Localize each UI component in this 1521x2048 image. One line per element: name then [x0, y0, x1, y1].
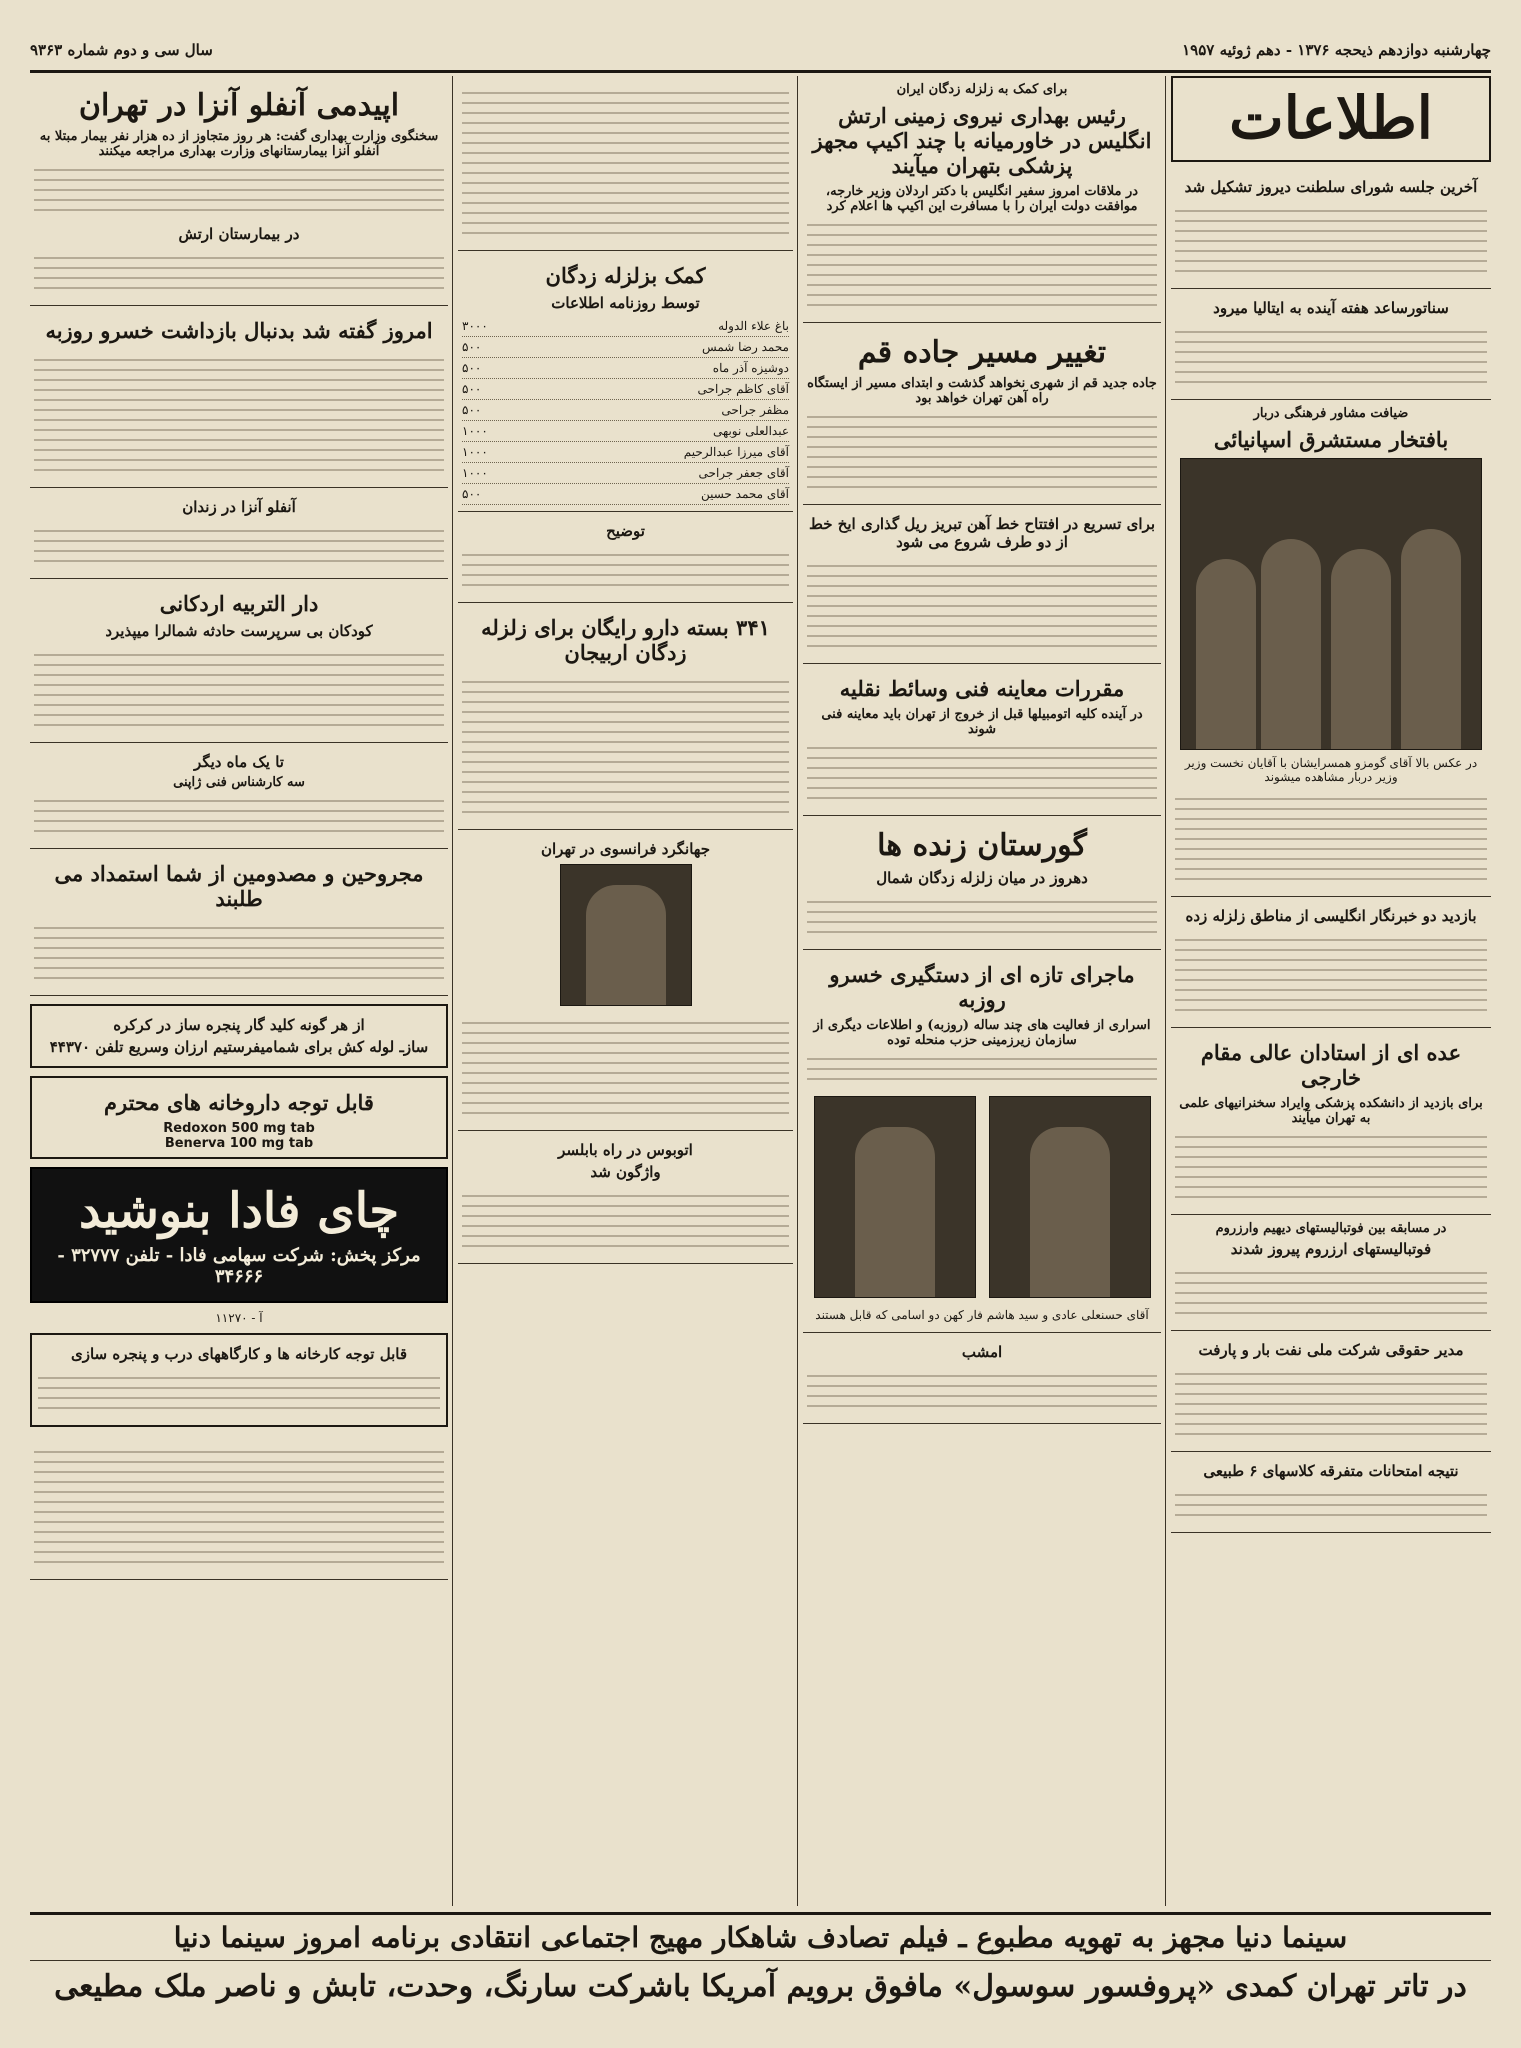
article-arrest	[803, 950, 1161, 1333]
headline-quake-aid: کمک بزلزله زدگان	[545, 263, 706, 288]
article-text	[34, 520, 444, 572]
article-khosrow	[30, 306, 448, 488]
ledger-row	[462, 484, 789, 505]
headline-army: در بیمارستان ارتش	[178, 225, 300, 243]
ledger-row	[462, 379, 789, 400]
column-2	[803, 76, 1161, 1906]
headline-rail: برای تسریع در افتتاح خط آهن تبریز ریل گذاری ایخ خط از دو طرف شروع می شود	[808, 515, 1156, 551]
headline-council: آخرین جلسه شورای سلطنت دیروز تشکیل شد	[1184, 178, 1478, 196]
ledger-row	[462, 337, 789, 358]
ledger-amount: ۵۰۰	[462, 487, 482, 501]
ledger-row	[462, 400, 789, 421]
article-text	[807, 737, 1157, 809]
article-football	[1171, 1215, 1491, 1331]
headline-cemetery: گورستان زنده ها	[877, 828, 1087, 863]
article-text	[462, 544, 789, 596]
subhead-arrest: اسراری از فعالیت های چند ساله (روزبه) و اطلاعات دیگری از سازمان زیرزمینی حزب منحله توده	[813, 1018, 1151, 1048]
article-quake-aid	[458, 251, 793, 512]
column-3	[458, 76, 793, 1906]
ledger-row	[462, 463, 789, 484]
subhead-cemetery: دهروز در میان زلزله زدگان شمال	[876, 869, 1088, 887]
article-dar	[30, 579, 448, 743]
article-drugs	[458, 603, 793, 830]
column-rule	[452, 76, 453, 1906]
footer-cinema: سینما دنیا مجهز به تهویه مطبوع ـ فیلم تصادف شاهکار مهیج اجتماعی انتقادی برنامه امروز سینما دنیا	[30, 1915, 1491, 1961]
article-text	[1175, 321, 1487, 393]
kicker-banquet: ضیافت مشاور فرهنگی دربار	[1253, 406, 1409, 421]
headline-honor: عده ای از استادان عالی مقام خارجی	[1200, 1040, 1462, 1090]
article-qom	[803, 323, 1161, 505]
article-text	[807, 1365, 1157, 1417]
ad-code: آ - ۱۱۲۷۰	[215, 1311, 263, 1325]
tea-subtitle: مرکز پخش: شرکت سهامی فادا - تلفن ۳۲۷۷۷ - ۳۴۶۶۶	[57, 1245, 421, 1287]
ledger-amount: ۵۰۰	[462, 361, 482, 375]
article-text	[34, 159, 444, 221]
portrait-traveler	[560, 864, 692, 1006]
ledger-amount: ۱۰۰۰	[462, 424, 488, 438]
subhead-children: کودکان بی سرپرست حادثه شمالرا میپذیرد	[105, 622, 373, 640]
headline-epidemic: اپیدمی آنفلو آنزا در تهران	[78, 88, 400, 123]
subhead-epidemic: سخنگوی وزارت بهداری گفت: هر روز متجاوز از ده هزار نفر بیمار مبتلا به آنفلو آنزا بیمارستانهای وزارت بهداری مراجعه میکنند	[39, 129, 439, 159]
headline-senator: سناتورساعد هفته آینده به ایتالیا میرود	[1213, 299, 1449, 317]
kicker-football: در مسابقه بین فوتبالیستهای دیهیم وارزروم	[1215, 1221, 1447, 1236]
ledger-row	[462, 442, 789, 463]
headline-vehicle: مقررات معاینه فنی وسائط نقلیه	[839, 676, 1125, 701]
photo-caption-banquet: در عکس بالا آقای گومزو همسرایشان با آقایان نخست وزیر وزیر دربار مشاهده میشوند	[1184, 756, 1478, 784]
article-prison	[30, 488, 448, 579]
headline-visit: بازدید دو خبرنگار انگلیسی از مناطق زلزله زده	[1185, 907, 1477, 925]
drug-2: Benerva 100 mg tab	[164, 1136, 314, 1151]
headline-arrest: ماجرای تازه ای از دستگیری خسرو روزبه	[829, 962, 1135, 1012]
headline-british: رئیس بهداری نیروی زمینی ارتش انگلیس در خاورمیانه با چند اکیپ مجهز پزشکی بتهران میآیند	[812, 103, 1152, 178]
ledger-name: آقای جعفر جراحی	[698, 466, 789, 480]
newspaper-page	[30, 30, 1491, 2018]
article-text	[38, 1367, 440, 1419]
ledger-row	[462, 358, 789, 379]
article-text	[1175, 1363, 1487, 1445]
portrait-2	[814, 1096, 976, 1298]
drug-1: Redoxon 500 mg tab	[163, 1121, 315, 1136]
headline-banquet: بافتخار مستشرق اسپانیائی	[1213, 427, 1449, 452]
subhead-honor: برای بازدید از دانشکده پزشکی وایراد سخنرانیهای علمی به تهران میآیند	[1179, 1096, 1483, 1126]
article-epidemic	[30, 76, 448, 306]
headline-exam: نتیجه امتحانات متفرقه کلاسهای ۶ طبیعی	[1203, 1462, 1459, 1480]
ledger-row	[462, 316, 789, 337]
article-text	[807, 214, 1157, 316]
headline-prison: آنفلو آنزا در زندان	[182, 498, 296, 516]
article-injured	[30, 849, 448, 996]
article-text	[1175, 929, 1487, 1021]
headline-qom: تغییر مسیر جاده قم	[857, 335, 1107, 370]
ad-glass-kicker: از هر گونه کلید گار پنجره ساز در کرکره	[113, 1016, 365, 1034]
tea-title: چای فادا بنوشید	[78, 1183, 400, 1239]
article-text	[1175, 1262, 1487, 1324]
ledger-name: عبدالعلی نوبهی	[712, 424, 789, 438]
article-text	[807, 406, 1157, 498]
article-text	[1175, 788, 1487, 890]
article-honor	[1171, 1028, 1491, 1215]
column-rule	[797, 76, 798, 1906]
ledger-amount: ۱۰۰۰	[462, 466, 488, 480]
article-continued	[458, 76, 793, 251]
article-text	[34, 349, 444, 481]
headline-tonight: امشب	[961, 1343, 1003, 1361]
headline-clarify: توضیح	[606, 522, 645, 540]
article-clarify	[458, 512, 793, 603]
article-bus	[458, 1131, 793, 1264]
article-cemetery	[803, 816, 1161, 950]
ad-factory	[30, 1333, 448, 1427]
subhead-qom: جاده جدید قم از شهری نخواهد گذشت و ابتدای مسیر از ایستگاه راه آهن تهران خواهد بود	[807, 376, 1157, 406]
subhead-japan: سه کارشناس فنی ژاپنی	[173, 775, 305, 790]
article-misc	[30, 1435, 448, 1580]
headline-japan: تا یک ماه دیگر	[194, 753, 284, 771]
headline-bus: واژگون شد	[590, 1163, 661, 1181]
ad-fada-tea	[30, 1167, 448, 1303]
masthead: اطلاعات	[1171, 76, 1491, 162]
headline-injured: مجروحین و مصدومین از شما استمداد می طلبند	[54, 861, 424, 911]
headline-director: مدیر حقوقی شرکت ملی نفت بار و پارفت	[1198, 1341, 1464, 1359]
article-director	[1171, 1331, 1491, 1452]
date-line: چهارشنبه دوازدهم ذیحجه ۱۳۷۶ - دهم ژوئیه ۱۹۵۷	[1182, 41, 1491, 59]
article-teacher	[458, 830, 793, 1131]
top-bar	[30, 30, 1491, 73]
subhead-british: در ملاقات امروز سفیر انگلیس با دکتر اردلان وزیر خارجه، موافقت دولت ایران را با مسافرت این اکیپ ها اعلام کرد	[825, 184, 1139, 214]
headline-football: فوتبالیستهای ارزروم پیروز شدند	[1230, 1240, 1432, 1258]
ledger-name: مظفر جراحی	[721, 403, 789, 417]
ledger-name: آقای میرزا عبدالرحیم	[683, 445, 789, 459]
kicker-bus: اتوبوس در راه بابلسر	[558, 1141, 693, 1159]
headline-teacher: جهانگرد فرانسوی در تهران	[541, 840, 710, 858]
footer-ads	[30, 1912, 1491, 2021]
article-text	[1175, 200, 1487, 282]
headline-dar: دار التربیه اردکانی	[159, 591, 319, 616]
headline-drugs: ۳۴۱ بسته دارو رایگان برای زلزله زدگان اربیجان	[481, 615, 770, 665]
portrait-1	[989, 1096, 1151, 1298]
article-text	[462, 82, 789, 244]
article-text	[462, 671, 789, 823]
article-text	[807, 891, 1157, 943]
article-text	[462, 1012, 789, 1124]
ad-drugstore-title: قابل توجه داروخانه های محترم	[104, 1090, 374, 1115]
headline-khosrow: امروز گفته شد بدنبال بازداشت خسرو روزبه	[45, 318, 433, 343]
article-text	[462, 1185, 789, 1257]
article-rail	[803, 505, 1161, 664]
article-vehicle	[803, 664, 1161, 816]
article-text	[34, 917, 444, 989]
ledger-amount: ۱۰۰۰	[462, 445, 488, 459]
ledger-name: دوشیزه آذر ماه	[712, 361, 789, 375]
article-text	[34, 1441, 444, 1573]
footer-theatre: در تاتر تهران کمدی «پروفسور سوسول» مافوق برویم آمریکا باشرکت سارنگ، وحدت، تابش و ناصر ملک مطیعی	[54, 1969, 1467, 2004]
subhead-vehicle: در آینده کلیه اتومبیلها قبل از خروج از تهران باید معاینه فنی شوند	[821, 707, 1143, 737]
ledger-amount: ۳۰۰۰	[462, 319, 488, 333]
ledger-name: آقای کاظم جراحی	[697, 382, 789, 396]
subhead-quake-aid: توسط روزنامه اطلاعات	[551, 294, 700, 312]
ledger-name: آقای محمد حسین	[700, 487, 789, 501]
ledger-amount: ۵۰۰	[462, 340, 482, 354]
photo-pair	[807, 1090, 1157, 1304]
ad-factory-title: قابل توجه کارخانه ها و کارگاههای درب و پنجره سازی	[71, 1345, 407, 1363]
article-tonight	[803, 1333, 1161, 1424]
article-senator	[1171, 289, 1491, 400]
article-text	[807, 555, 1157, 657]
column-4	[30, 76, 448, 1906]
column-1	[1171, 76, 1491, 1906]
article-text	[1175, 1126, 1487, 1208]
article-council	[1171, 168, 1491, 289]
ledger-name: باغ علاء الدوله	[718, 319, 789, 333]
ad-glass-text: سازـ لوله کش برای شمامیفرستیم ارزان وسریع تلفن ۴۴۳۷۰	[49, 1038, 429, 1056]
photo-caption-arrest: آقای حسنعلی عادی و سید هاشم فار کهن دو اسامی که قابل هستند	[815, 1308, 1149, 1322]
article-text	[807, 1048, 1157, 1090]
ad-glass	[30, 1004, 448, 1068]
photo-banquet	[1180, 458, 1482, 750]
ledger-amount: ۵۰۰	[462, 382, 482, 396]
kicker-british: برای کمک به زلزله زدگان ایران	[896, 82, 1068, 97]
article-exam	[1171, 1452, 1491, 1533]
article-text	[34, 644, 444, 736]
ledger-name: محمد رضا شمس	[702, 340, 789, 354]
donation-ledger	[462, 316, 789, 505]
ledger-row	[462, 421, 789, 442]
article-text	[34, 247, 444, 299]
ad-drugstore	[30, 1076, 448, 1159]
article-visit	[1171, 897, 1491, 1028]
article-banquet	[1171, 400, 1491, 897]
article-text	[34, 790, 444, 842]
article-japan	[30, 743, 448, 849]
issue-line: سال سی و دوم شماره ۹۳۶۳	[30, 41, 213, 59]
column-rule	[1165, 76, 1166, 1906]
article-text	[1175, 1484, 1487, 1526]
article-british-medical	[803, 76, 1161, 323]
ledger-amount: ۵۰۰	[462, 403, 482, 417]
